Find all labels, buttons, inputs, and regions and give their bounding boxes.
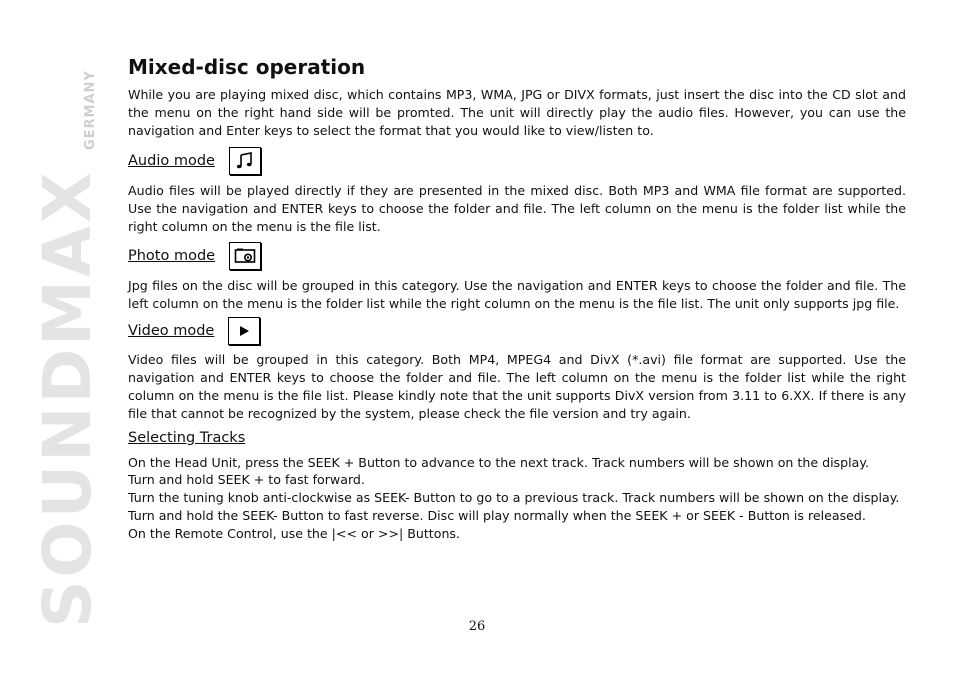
intro-paragraph: While you are playing mixed disc, which contains MP3, WMA, JPG or DIVX formats, just insert the disc into the CD slot and the menu on the right hand side will be promted. The unit will directly play the audio files. However, you can use the navigation and Enter keys to select the format that you would like to view/listen to. <box>128 87 906 138</box>
tracks-line: Turn the tuning knob anti-clockwise as SEEK- Button to go to a previous track. Track numbers will be shown on the display. <box>128 490 900 506</box>
video-mode-heading <box>128 317 906 345</box>
audio-mode-text: Audio files will be played directly if they are presented in the mixed disc. Both MP3 and WMA file format are supported. Use the navigation and ENTER keys to choose the folder and file. The left column on the menu is the folder list while the right column on the menu is the file list. <box>128 183 906 234</box>
audio-mode-label: Audio mode <box>128 153 215 170</box>
tracks-line: On the Remote Control, use the |<< or >>| Buttons. <box>128 525 460 541</box>
play-icon <box>228 317 260 345</box>
music-note-icon <box>229 147 261 175</box>
page-content <box>128 54 906 543</box>
photo-mode-heading <box>128 242 906 270</box>
selecting-tracks-label: Selecting Tracks <box>128 429 246 446</box>
photo-mode-text: Jpg files on the disc will be grouped in this category. Use the navigation and ENTER keys to choose the folder and file. The left column on the menu is the folder list while the right column on the menu is the file list. The unit only supports jpg file. <box>128 277 906 311</box>
selecting-tracks-heading <box>128 429 906 447</box>
video-mode-label: Video mode <box>128 323 215 340</box>
audio-mode-heading <box>128 147 906 175</box>
brand-watermark <box>29 48 106 628</box>
page-title: Mixed-disc operation <box>128 55 366 79</box>
photo-mode-label: Photo mode <box>128 247 216 264</box>
photo-icon <box>229 242 261 270</box>
tracks-line: Turn and hold the SEEK- Button to fast reverse. Disc will play normally when the SEEK + or SEEK - Button is released. <box>128 507 866 523</box>
tracks-line: Turn and hold SEEK + to fast forward. <box>128 472 365 488</box>
tracks-line: On the Head Unit, press the SEEK + Button to advance to the next track. Track numbers will be shown on the display. <box>128 454 869 470</box>
brand-tagline: GERMANY <box>83 70 98 150</box>
video-mode-text: Video files will be grouped in this category. Both MP4, MPEG4 and DivX (*.avi) file format are supported. Use the navigation and ENTER keys to choose the folder and file. The left column on the menu is the folder list while the right column on the menu is the file list. Please kindly note that the unit supports DivX version from 3.11 to 6.XX. If there is any file that cannot be recognized by the system, please check the file version and try again. <box>128 352 906 421</box>
page-number: 26 <box>468 619 486 634</box>
brand-logo: SOUNDMAX <box>29 169 106 628</box>
